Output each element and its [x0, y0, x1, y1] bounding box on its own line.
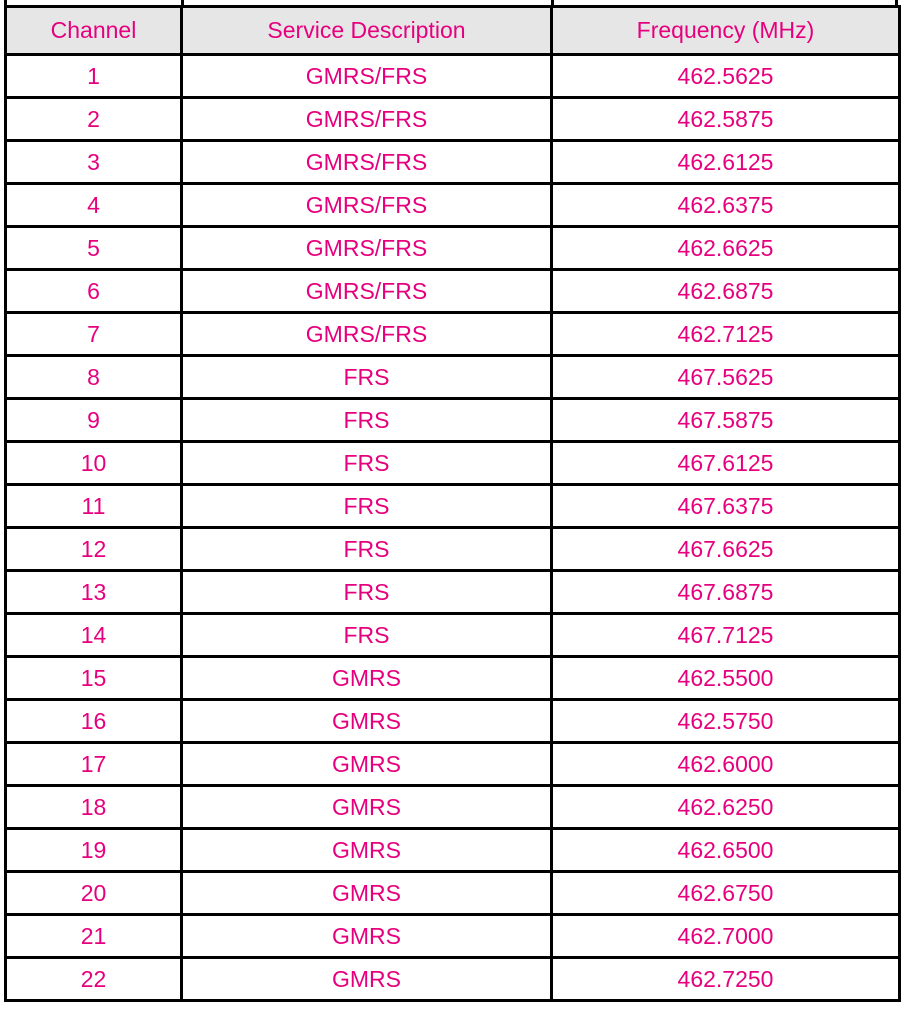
cell-channel: 11	[6, 485, 182, 528]
table-row	[6, 442, 900, 485]
cell-service-description: GMRS/FRS	[182, 184, 552, 227]
cell-service-description: FRS	[182, 614, 552, 657]
table-row	[6, 227, 900, 270]
cell-frequency: 462.5750	[552, 700, 900, 743]
cell-channel: 13	[6, 571, 182, 614]
table-row	[6, 700, 900, 743]
cell-frequency: 462.6000	[552, 743, 900, 786]
table-row	[6, 141, 900, 184]
cell-service-description: FRS	[182, 528, 552, 571]
cell-frequency: 462.6625	[552, 227, 900, 270]
cell-service-description: GMRS	[182, 872, 552, 915]
cell-frequency: 467.7125	[552, 614, 900, 657]
table-body	[6, 55, 900, 1001]
cell-service-description: GMRS	[182, 657, 552, 700]
table-row	[6, 98, 900, 141]
cell-channel: 22	[6, 958, 182, 1001]
cell-channel: 20	[6, 872, 182, 915]
cell-service-description: GMRS	[182, 700, 552, 743]
table-row	[6, 313, 900, 356]
cell-channel: 17	[6, 743, 182, 786]
cell-frequency: 462.6875	[552, 270, 900, 313]
cell-channel: 3	[6, 141, 182, 184]
table-row	[6, 786, 900, 829]
table-row	[6, 614, 900, 657]
header-row	[6, 7, 900, 55]
cell-channel: 19	[6, 829, 182, 872]
table-row	[6, 743, 900, 786]
table-row	[6, 270, 900, 313]
cell-channel: 4	[6, 184, 182, 227]
cell-frequency: 462.7125	[552, 313, 900, 356]
table-row	[6, 399, 900, 442]
cell-service-description: GMRS	[182, 915, 552, 958]
table-row	[6, 958, 900, 1001]
cell-service-description: GMRS	[182, 743, 552, 786]
cell-service-description: GMRS	[182, 786, 552, 829]
cell-channel: 14	[6, 614, 182, 657]
cell-frequency: 462.6250	[552, 786, 900, 829]
cell-service-description: GMRS	[182, 958, 552, 1001]
cell-service-description: FRS	[182, 442, 552, 485]
cell-frequency: 462.5500	[552, 657, 900, 700]
cell-service-description: FRS	[182, 571, 552, 614]
cell-service-description: GMRS	[182, 829, 552, 872]
cell-channel: 15	[6, 657, 182, 700]
cell-frequency: 462.5875	[552, 98, 900, 141]
cell-channel: 12	[6, 528, 182, 571]
cell-channel: 10	[6, 442, 182, 485]
cell-service-description: GMRS/FRS	[182, 270, 552, 313]
table-row	[6, 829, 900, 872]
header-service-description: Service Description	[182, 7, 552, 55]
table-row	[6, 184, 900, 227]
cell-frequency: 462.6125	[552, 141, 900, 184]
cell-frequency: 467.6375	[552, 485, 900, 528]
cell-channel: 21	[6, 915, 182, 958]
cell-service-description: GMRS/FRS	[182, 141, 552, 184]
cell-channel: 8	[6, 356, 182, 399]
table-row	[6, 55, 900, 98]
header-frequency: Frequency (MHz)	[552, 7, 900, 55]
cell-frequency: 467.5625	[552, 356, 900, 399]
header-channel: Channel	[6, 7, 182, 55]
cell-service-description: GMRS/FRS	[182, 55, 552, 98]
cell-service-description: GMRS/FRS	[182, 98, 552, 141]
cell-frequency: 462.6750	[552, 872, 900, 915]
table-row	[6, 872, 900, 915]
cell-service-description: GMRS/FRS	[182, 227, 552, 270]
cell-channel: 2	[6, 98, 182, 141]
table-row	[6, 915, 900, 958]
cell-frequency: 467.6625	[552, 528, 900, 571]
channel-frequency-table-container	[4, 5, 898, 1002]
cell-service-description: FRS	[182, 356, 552, 399]
table-row	[6, 356, 900, 399]
cell-frequency: 467.6125	[552, 442, 900, 485]
cell-frequency: 467.6875	[552, 571, 900, 614]
cell-channel: 1	[6, 55, 182, 98]
cell-channel: 16	[6, 700, 182, 743]
table-row	[6, 528, 900, 571]
cell-channel: 6	[6, 270, 182, 313]
cell-frequency: 462.6375	[552, 184, 900, 227]
cell-channel: 9	[6, 399, 182, 442]
cell-channel: 7	[6, 313, 182, 356]
cell-frequency: 462.7250	[552, 958, 900, 1001]
cell-service-description: FRS	[182, 485, 552, 528]
cell-frequency: 462.6500	[552, 829, 900, 872]
table-row	[6, 657, 900, 700]
cell-frequency: 462.5625	[552, 55, 900, 98]
table-row	[6, 571, 900, 614]
table-row	[6, 485, 900, 528]
cell-service-description: GMRS/FRS	[182, 313, 552, 356]
cell-frequency: 467.5875	[552, 399, 900, 442]
cell-frequency: 462.7000	[552, 915, 900, 958]
cell-channel: 18	[6, 786, 182, 829]
cell-service-description: FRS	[182, 399, 552, 442]
cell-channel: 5	[6, 227, 182, 270]
channel-frequency-table	[4, 5, 901, 1002]
